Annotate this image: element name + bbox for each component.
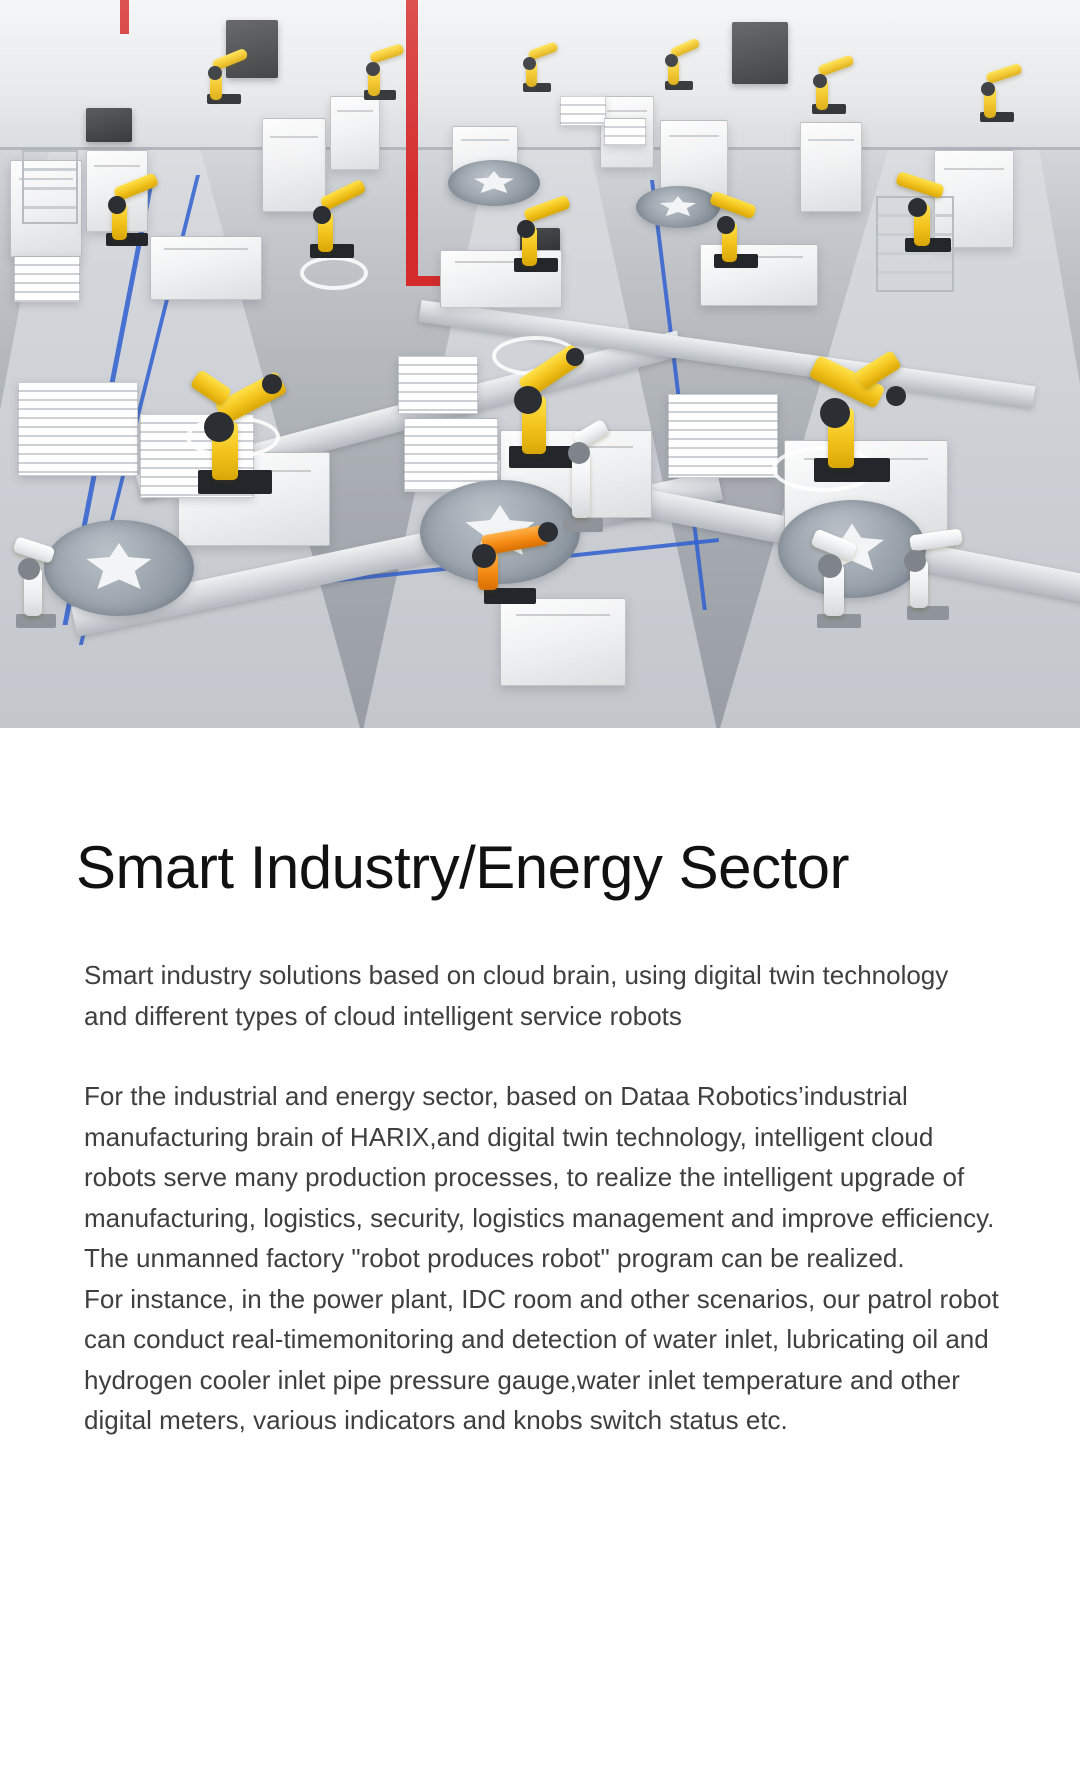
hero-image [0, 0, 1080, 728]
robot-arm [512, 40, 562, 92]
robot-arm [176, 368, 294, 494]
article-content [0, 728, 1080, 1441]
body-paragraphs [84, 1076, 1004, 1441]
robot-arm [700, 184, 772, 268]
tray-stack [668, 394, 778, 478]
robot-arm [654, 36, 704, 90]
robot-arm [968, 58, 1026, 122]
lead-paragraph: Smart industry solutions based on cloud brain, using digital twin technology and different types of cloud intelligent service robots [84, 960, 949, 1031]
machine-cabinet [330, 96, 380, 170]
collaborative-robot-arm [0, 528, 72, 628]
robot-arm [800, 52, 858, 114]
tray-stack [398, 356, 478, 414]
robot-arm [500, 188, 572, 272]
body-paragraph: The unmanned factory "robot produces robot" program can be realized. [84, 1243, 905, 1274]
shelving-rack [22, 150, 78, 224]
workbench [150, 236, 262, 300]
robot-arm [296, 176, 368, 258]
robot-arm [196, 46, 252, 104]
page-title: Smart Industry/Energy Sector [76, 834, 849, 901]
robot-arm [92, 168, 162, 246]
robot-arm [890, 164, 966, 252]
robot-arm [790, 352, 914, 482]
workbench [500, 598, 626, 686]
red-support-post [406, 276, 440, 286]
collaborative-robot-arm [880, 516, 976, 620]
collaborative-robot-arm [548, 412, 618, 532]
floor-ring-marking [300, 256, 368, 290]
body-paragraph: For the industrial and energy sector, based on Dataa Robotics’industrial manufacturing brain of HARIX,and digital twin technology, intelligent cloud robots serve many production processes, to realize the intelligent upgrade of manufacturing, logistics, security, logistics management and improve efficiency. [84, 1081, 995, 1233]
tray-stack [18, 382, 138, 476]
dark-equipment-box [732, 22, 788, 84]
red-support-post [120, 0, 129, 34]
collaborative-robot-arm [796, 520, 882, 628]
robot-arm [352, 42, 408, 100]
tray-stack [604, 118, 646, 146]
tray-stack [14, 256, 80, 302]
machine-cabinet [800, 122, 862, 212]
body-paragraph: For instance, in the power plant, IDC room and other scenarios, our patrol robot can conduct real-timemonitoring and detection of water inlet, lubricating oil and hydrogen cooler inlet pipe pressure gauge,water inlet temperature and other digital meters, various indicators and knobs switch status etc. [84, 1283, 999, 1436]
tray-stack [560, 96, 606, 126]
dark-equipment-box [86, 108, 132, 142]
